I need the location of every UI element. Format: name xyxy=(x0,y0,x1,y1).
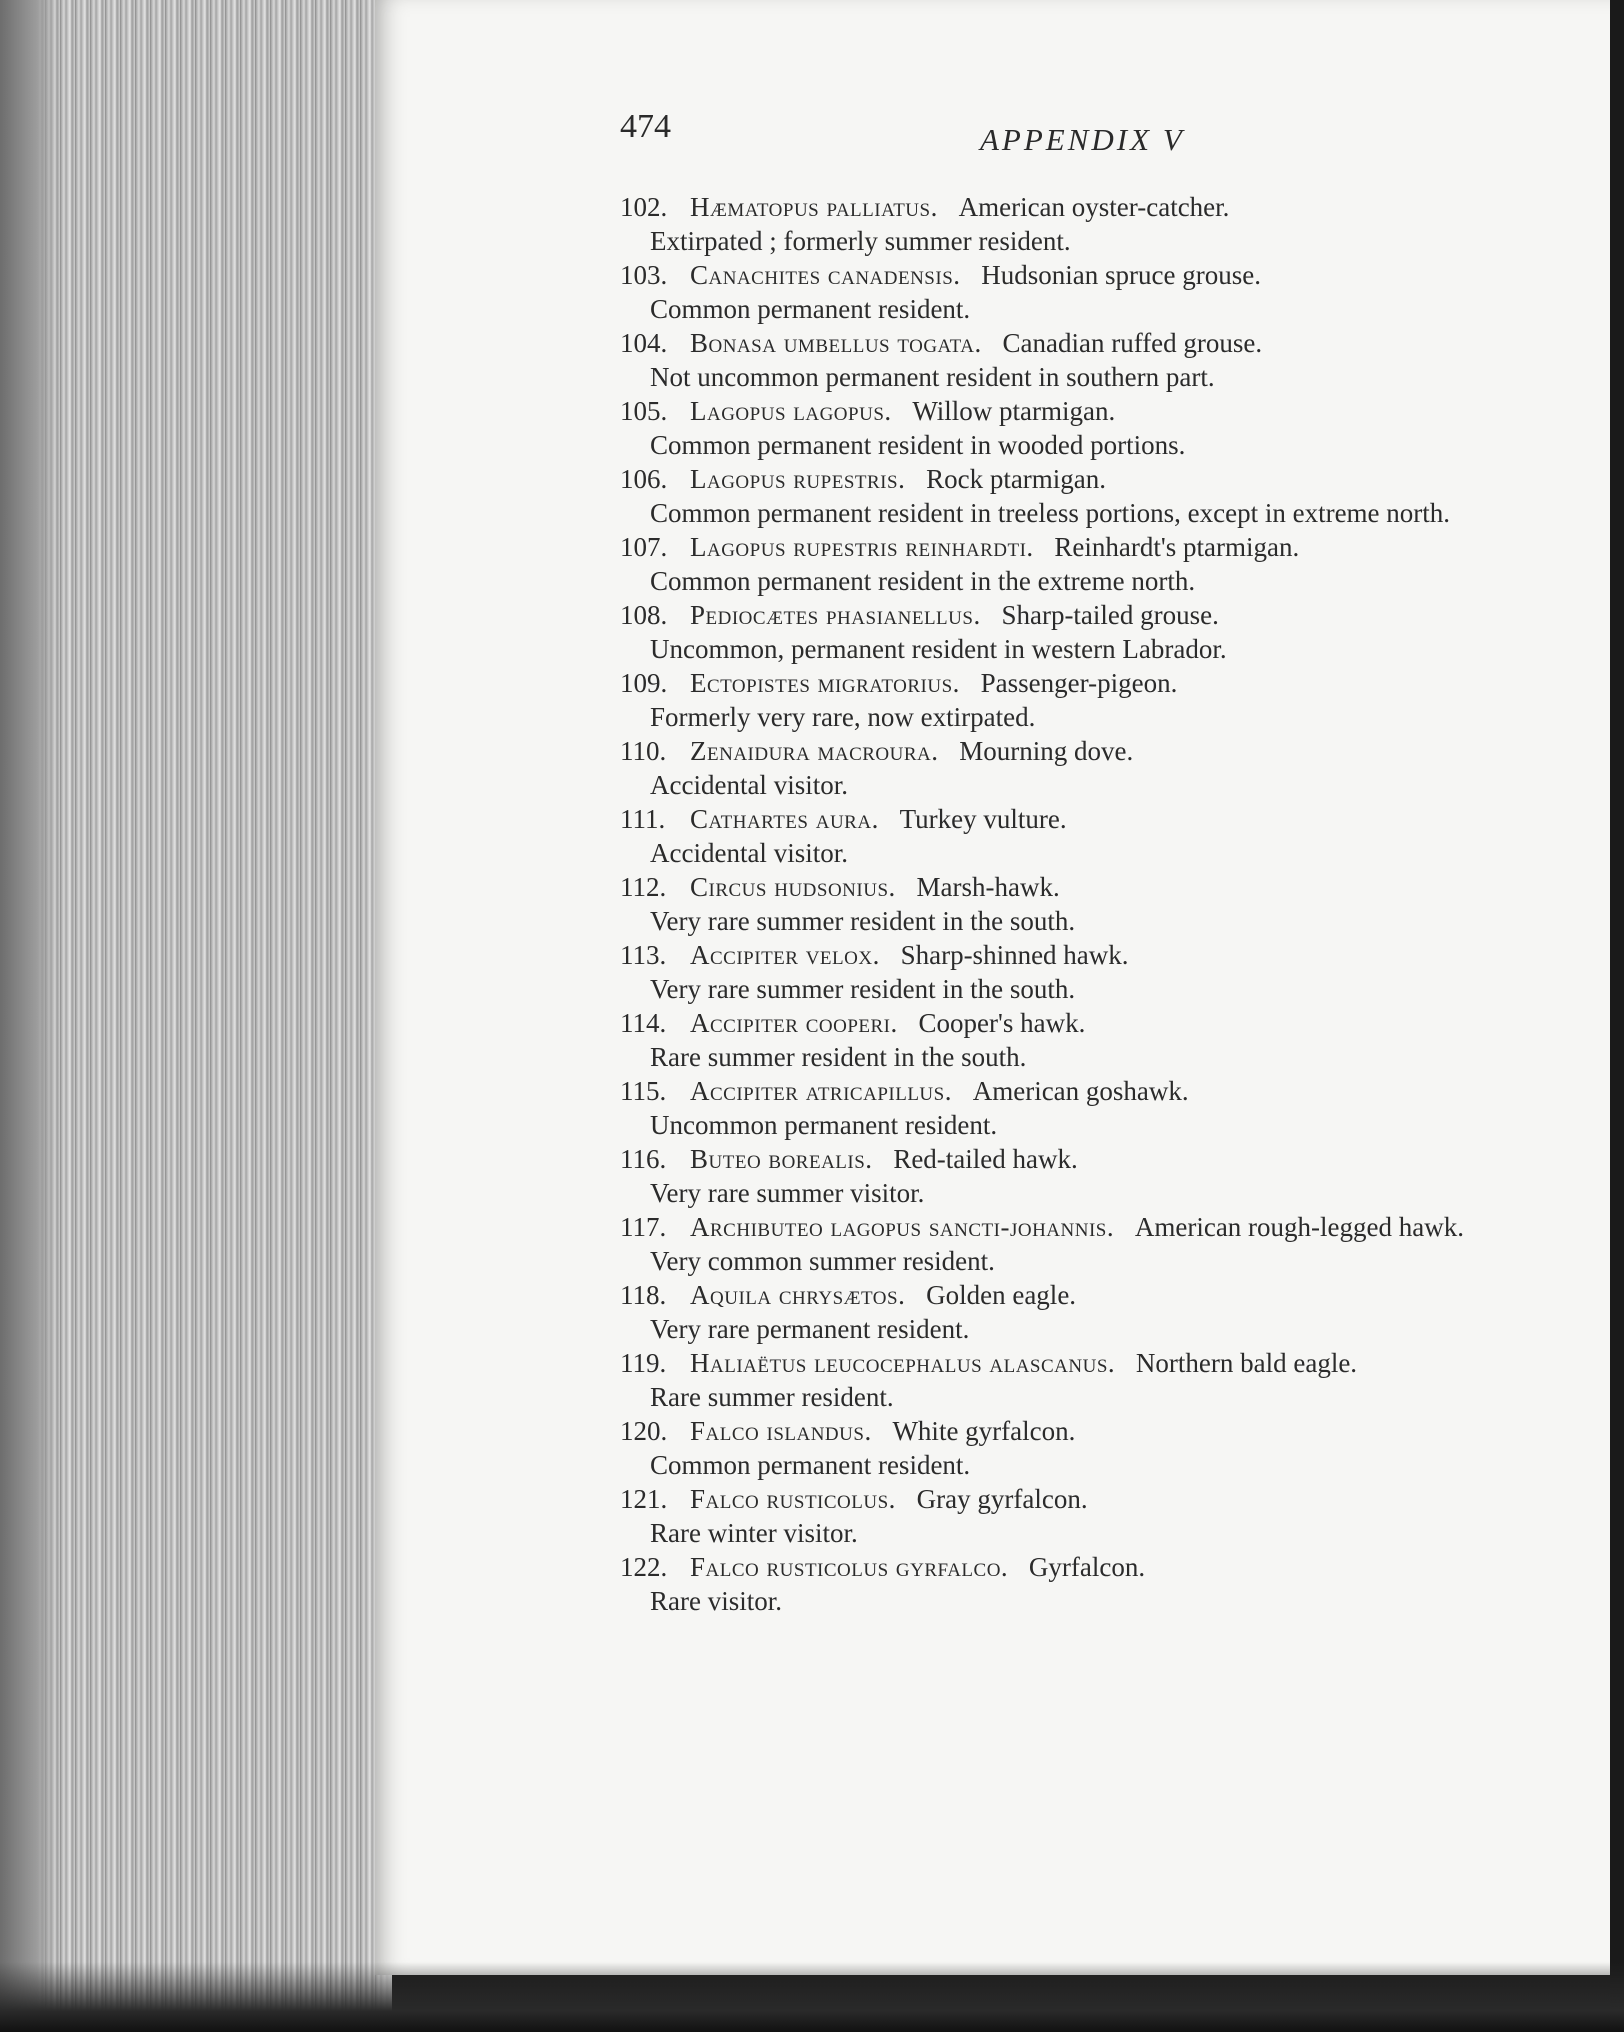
scan-border xyxy=(1610,0,1624,2032)
species-heading xyxy=(620,394,1565,428)
common-name: Marsh-hawk. xyxy=(916,872,1060,902)
species-entry xyxy=(620,938,1565,1006)
common-name: Hudsonian spruce grouse. xyxy=(981,260,1261,290)
scientific-name: Circus hudsonius. xyxy=(690,872,896,902)
scientific-name: Lagopus rupestris. xyxy=(690,464,906,494)
species-status: Uncommon permanent resident. xyxy=(650,1110,998,1140)
species-status: Common permanent resident in the extreme north. xyxy=(650,566,1196,596)
species-status: Very rare summer visitor. xyxy=(650,1178,925,1208)
scientific-name: Falco rusticolus gyrfalco. xyxy=(690,1552,1009,1582)
species-entry xyxy=(620,1482,1565,1550)
species-number: 109. xyxy=(620,668,668,698)
species-entry xyxy=(620,258,1565,326)
species-status: Very rare summer resident in the south. xyxy=(650,974,1076,1004)
running-head xyxy=(620,108,1600,158)
species-entry xyxy=(620,462,1565,530)
species-heading xyxy=(620,1346,1565,1380)
species-entry xyxy=(620,1278,1565,1346)
species-heading xyxy=(620,1482,1565,1516)
common-name: Willow ptarmigan. xyxy=(912,396,1116,426)
species-entry xyxy=(620,734,1565,802)
species-number: 103. xyxy=(620,260,668,290)
species-status: Common permanent resident in wooded portions. xyxy=(650,430,1186,460)
common-name: Sharp-tailed grouse. xyxy=(1001,600,1219,630)
scientific-name: Zenaidura macroura. xyxy=(690,736,939,766)
species-status: Rare winter visitor. xyxy=(650,1518,858,1548)
species-entry xyxy=(620,190,1565,258)
common-name: Reinhardt's ptarmigan. xyxy=(1054,532,1300,562)
species-status: Accidental visitor. xyxy=(650,838,848,868)
species-list xyxy=(620,190,1565,1618)
scientific-name: Pediocætes phasianellus. xyxy=(690,600,981,630)
scientific-name: Archibuteo lagopus sancti-johannis. xyxy=(690,1212,1115,1242)
species-heading xyxy=(620,462,1565,496)
common-name: Passenger-pigeon. xyxy=(980,668,1178,698)
species-number: 121. xyxy=(620,1484,668,1514)
species-number: 112. xyxy=(620,872,667,902)
species-heading xyxy=(620,1006,1565,1040)
species-status: Very common summer resident. xyxy=(650,1246,995,1276)
species-status: Formerly very rare, now extirpated. xyxy=(650,702,1036,732)
species-number: 117. xyxy=(620,1212,667,1242)
common-name: Mourning dove. xyxy=(959,736,1134,766)
species-entry xyxy=(620,802,1565,870)
scientific-name: Accipiter velox. xyxy=(690,940,880,970)
species-entry xyxy=(620,1006,1565,1074)
common-name: Cooper's hawk. xyxy=(918,1008,1086,1038)
common-name: Sharp-shinned hawk. xyxy=(900,940,1129,970)
species-heading xyxy=(620,734,1565,768)
scientific-name: Bonasa umbellus togata. xyxy=(690,328,982,358)
scientific-name: Ectopistes migratorius. xyxy=(690,668,960,698)
common-name: Northern bald eagle. xyxy=(1135,1348,1358,1378)
species-number: 111. xyxy=(620,804,666,834)
scientific-name: Buteo borealis. xyxy=(690,1144,873,1174)
species-heading xyxy=(620,258,1565,292)
species-entry xyxy=(620,1550,1565,1618)
species-number: 122. xyxy=(620,1552,668,1582)
common-name: Gray gyrfalcon. xyxy=(916,1484,1088,1514)
species-number: 107. xyxy=(620,532,668,562)
species-number: 118. xyxy=(620,1280,667,1310)
species-status: Common permanent resident in treeless portions, except in extreme north. xyxy=(650,498,1451,528)
scientific-name: Accipiter atricapillus. xyxy=(690,1076,952,1106)
species-status: Uncommon, permanent resident in western Labrador. xyxy=(650,634,1227,664)
species-heading xyxy=(620,598,1565,632)
book-page-edges xyxy=(0,0,392,2032)
species-number: 110. xyxy=(620,736,667,766)
species-status: Very rare summer resident in the south. xyxy=(650,906,1076,936)
common-name: Red-tailed hawk. xyxy=(893,1144,1078,1174)
scientific-name: Lagopus lagopus. xyxy=(690,396,892,426)
common-name: American oyster-catcher. xyxy=(958,192,1230,222)
species-entry xyxy=(620,1142,1565,1210)
species-heading xyxy=(620,1550,1565,1584)
species-entry xyxy=(620,666,1565,734)
scientific-name: Cathartes aura. xyxy=(690,804,879,834)
common-name: White gyrfalcon. xyxy=(892,1416,1076,1446)
species-number: 106. xyxy=(620,464,668,494)
species-number: 119. xyxy=(620,1348,667,1378)
species-number: 108. xyxy=(620,600,668,630)
common-name: Turkey vulture. xyxy=(899,804,1067,834)
species-heading xyxy=(620,190,1565,224)
common-name: Gyrfalcon. xyxy=(1028,1552,1146,1582)
species-entry xyxy=(620,1414,1565,1482)
species-heading xyxy=(620,1074,1565,1108)
page-title: APPENDIX V xyxy=(980,122,1185,157)
species-number: 102. xyxy=(620,192,668,222)
species-entry xyxy=(620,870,1565,938)
scientific-name: Falco rusticolus. xyxy=(690,1484,896,1514)
species-entry xyxy=(620,1210,1565,1278)
species-status: Very rare permanent resident. xyxy=(650,1314,970,1344)
species-number: 114. xyxy=(620,1008,667,1038)
scientific-name: Falco islandus. xyxy=(690,1416,872,1446)
species-status: Rare visitor. xyxy=(650,1586,782,1616)
species-status: Common permanent resident. xyxy=(650,1450,971,1480)
common-name: Rock ptarmigan. xyxy=(926,464,1107,494)
species-number: 113. xyxy=(620,940,667,970)
species-status: Common permanent resident. xyxy=(650,294,971,324)
species-heading xyxy=(620,938,1565,972)
species-number: 115. xyxy=(620,1076,667,1106)
species-heading xyxy=(620,1210,1565,1244)
scientific-name: Aquila chrysætos. xyxy=(690,1280,906,1310)
species-status: Not uncommon permanent resident in southern part. xyxy=(650,362,1215,392)
common-name: American rough-legged hawk. xyxy=(1134,1212,1464,1242)
species-heading xyxy=(620,1278,1565,1312)
common-name: Canadian ruffed grouse. xyxy=(1002,328,1263,358)
species-entry xyxy=(620,1074,1565,1142)
scientific-name: Accipiter cooperi. xyxy=(690,1008,898,1038)
species-heading xyxy=(620,326,1565,360)
species-heading xyxy=(620,1142,1565,1176)
species-entry xyxy=(620,1346,1565,1414)
page-number: 474 xyxy=(620,108,671,145)
scientific-name: Hæmatopus palliatus. xyxy=(690,192,938,222)
species-heading xyxy=(620,802,1565,836)
species-entry xyxy=(620,598,1565,666)
species-status: Rare summer resident. xyxy=(650,1382,894,1412)
scientific-name: Haliaëtus leucocephalus alascanus. xyxy=(690,1348,1116,1378)
species-number: 120. xyxy=(620,1416,668,1446)
species-status: Rare summer resident in the south. xyxy=(650,1042,1027,1072)
common-name: Golden eagle. xyxy=(926,1280,1077,1310)
scientific-name: Canachites canadensis. xyxy=(690,260,961,290)
species-entry xyxy=(620,394,1565,462)
species-status: Accidental visitor. xyxy=(650,770,848,800)
species-status: Extirpated ; formerly summer resident. xyxy=(650,226,1071,256)
species-number: 105. xyxy=(620,396,668,426)
species-entry xyxy=(620,530,1565,598)
species-heading xyxy=(620,870,1565,904)
common-name: American goshawk. xyxy=(972,1076,1189,1106)
species-heading xyxy=(620,1414,1565,1448)
species-number: 116. xyxy=(620,1144,667,1174)
species-heading xyxy=(620,530,1565,564)
species-heading xyxy=(620,666,1565,700)
scan-shadow xyxy=(0,1962,1624,2032)
species-number: 104. xyxy=(620,328,668,358)
scientific-name: Lagopus rupestris reinhardti. xyxy=(690,532,1034,562)
species-entry xyxy=(620,326,1565,394)
book-page xyxy=(375,0,1610,1975)
